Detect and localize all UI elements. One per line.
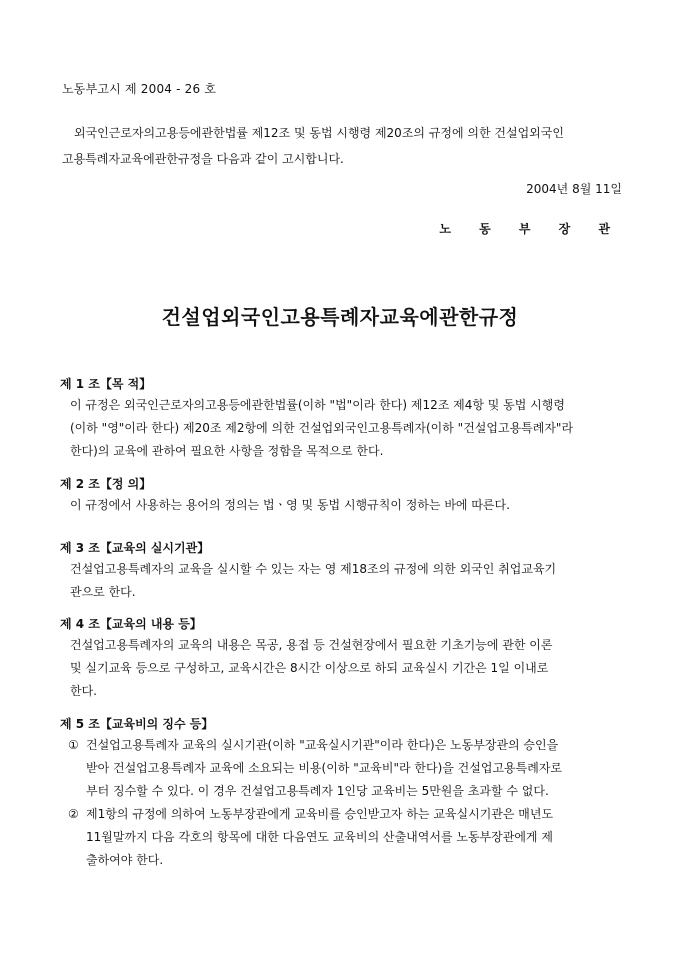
item-line: 받아 건설업고용특례자 교육에 소요되는 비용(이하 "교육비"라 한다)을 건설업고용특례자로 xyxy=(86,761,563,775)
article-body xyxy=(60,634,622,703)
article-body xyxy=(60,558,622,604)
notice-number: 노동부고시 제 2004 - 26 호 xyxy=(62,82,217,96)
article-heading: 제 3 조【교육의 실시기관】 xyxy=(60,541,210,555)
intro-line: 고용특례자교육에관한규정을 다음과 같이 고시합니다. xyxy=(62,152,344,166)
item-line: 11월말까지 다음 각호의 항목에 대한 다음연도 교육비의 산출내역서를 노동부장관에게 제 xyxy=(86,830,553,844)
notice-date: 2004년 8월 11일 xyxy=(526,182,622,196)
article-line: 건설업고용특례자의 교육을 실시할 수 있는 자는 영 제18조의 규정에 의한 외국인 취업교육기 xyxy=(70,562,557,576)
article-item xyxy=(60,734,622,803)
item-number: ① xyxy=(68,738,79,752)
article-line: (이하 "영"이라 한다) 제20조 제2항에 의한 건설업외국인고용특례자(이하 "건설업고용특례자"라 xyxy=(70,421,574,435)
article-2 xyxy=(60,474,622,517)
article-line: 한다)의 교육에 관하여 필요한 사항을 정함을 목적으로 한다. xyxy=(70,444,384,458)
article-heading: 제 1 조【목 적】 xyxy=(60,377,152,391)
intro-line: 외국인근로자의고용등에관한법률 제12조 및 동법 시행령 제20조의 규정에 의한 건설업외국인 xyxy=(74,126,564,140)
item-line: 건설업고용특례자 교육의 실시기관(이하 "교육실시기관"이라 한다)은 노동부장관의 승인을 xyxy=(86,738,559,752)
intro-paragraph xyxy=(62,120,622,172)
article-line: 이 규정은 외국인근로자의고용등에관한법률(이하 "법"이라 한다) 제12조 제4항 및 동법 시행령 xyxy=(70,398,565,412)
article-5 xyxy=(60,714,622,872)
article-heading: 제 2 조【정 의】 xyxy=(60,477,152,491)
article-1 xyxy=(60,374,622,463)
article-3 xyxy=(60,538,622,604)
document-title: 건설업외국인고용특례자교육에관한규정 xyxy=(161,305,519,329)
article-body xyxy=(60,494,622,517)
article-body xyxy=(60,394,622,463)
article-line: 건설업고용특례자의 교육의 내용은 목공, 용접 등 건설현장에서 필요한 기초기능에 관한 이론 xyxy=(70,638,553,652)
article-4 xyxy=(60,614,622,703)
article-heading: 제 4 조【교육의 내용 등】 xyxy=(60,617,202,631)
item-line: 제1항의 규정에 의하여 노동부장관에게 교육비를 승인받고자 하는 교육실시기관은 매년도 xyxy=(86,807,554,821)
article-line: 관으로 한다. xyxy=(70,585,136,599)
article-heading: 제 5 조【교육비의 징수 등】 xyxy=(60,717,214,731)
article-line: 및 실기교육 등으로 구성하고, 교육시간은 8시간 이상으로 하되 교육실시 기간은 1일 이내로 xyxy=(70,661,549,675)
issuer-name: 노 동 부 장 관 xyxy=(439,222,622,236)
item-number: ② xyxy=(68,807,79,821)
item-line: 출하여야 한다. xyxy=(86,853,164,867)
article-line: 한다. xyxy=(70,684,97,698)
article-line: 이 규정에서 사용하는 용어의 정의는 법ㆍ영 및 동법 시행규칙이 정하는 바에 따른다. xyxy=(70,498,510,512)
item-line: 부터 징수할 수 있다. 이 경우 건설업고용특례자 1인당 교육비는 5만원을 초과할 수 없다. xyxy=(86,784,549,798)
article-item xyxy=(60,803,622,872)
